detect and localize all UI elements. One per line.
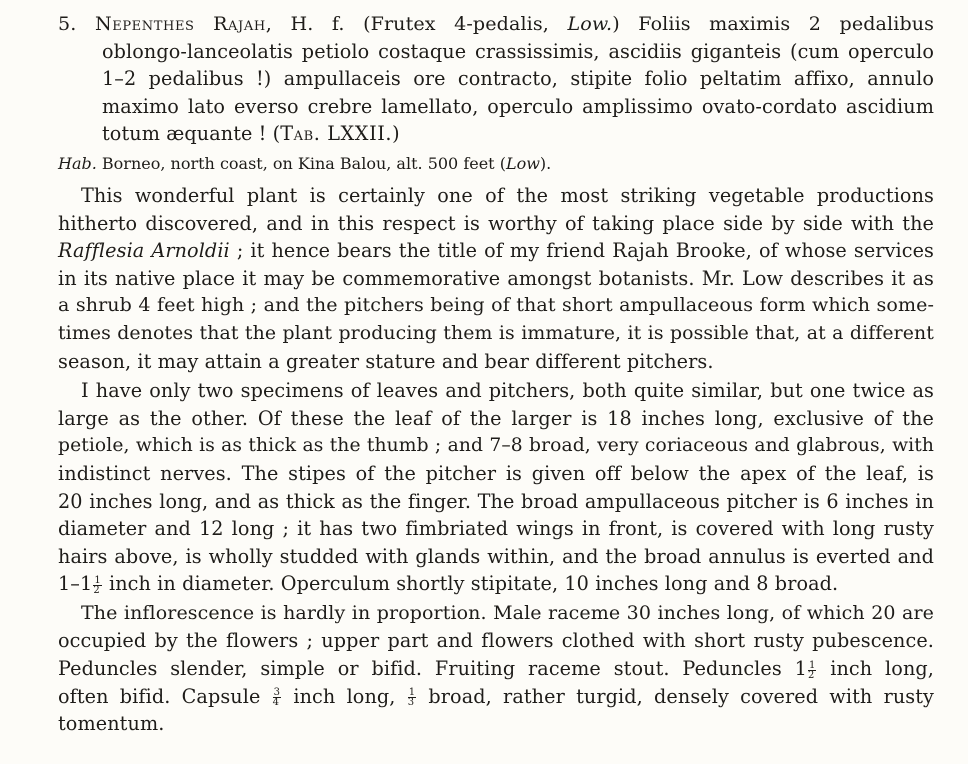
diagnosis-line-5: totum æquante ! (Tab. LXXII.): [102, 122, 400, 146]
species-name: Rajah: [213, 12, 266, 35]
paragraph-line: petiole, which is as thick as the thumb ; and 7–8 broad, very coriaceous and glabrous, with: [58, 435, 934, 457]
paragraph-line: hairs above, is wholly studded with glands within, and the broad annulus is everted and: [58, 544, 934, 568]
fraction: $\frac{1}{2}$: [93, 574, 101, 596]
paragraph-line: diameter and 12 long ; it has two fimbriated wings in front, is covered with long rusty: [58, 517, 934, 541]
diagnosis-line-3: 1–2 pedalibus !) ampullaceis ore contracto, stipite folio peltatim affixo, annulo: [102, 67, 934, 91]
paragraph-line: season, it may attain a greater stature and bear different pitchers.: [58, 349, 714, 373]
paragraph-line: often bifid. Capsule $\frac{3}{4}$ inch long, $\frac{1}{3}$ broad, rather turgid, densely covered with rusty: [58, 684, 934, 709]
paragraph-line: hitherto discovered, and in this respect is worthy of taking place side by side with the: [58, 211, 934, 235]
paragraph-line: 20 inches long, and as thick as the finger. The broad ampullaceous pitcher is 6 inches in: [58, 489, 934, 513]
paragraph-line: occupied by the flowers ; upper part and flowers clothed with short rusty pubescence.: [58, 629, 934, 653]
paragraph-line: Peduncles slender, simple or bifid. Fruiting raceme stout. Peduncles 1 $\frac{1}{2}$ inch long,: [58, 657, 934, 681]
species-entry: [58, 10, 934, 148]
paragraph-line: tomentum.: [58, 712, 165, 736]
fraction: $\frac{3}{4}$: [272, 687, 281, 709]
paragraph-line: I have only two specimens of leaves and pitchers, both quite similar, but one twice as: [81, 379, 934, 403]
paragraph-line: times denotes that the plant producing them is immature, it is possible that, at a different: [58, 321, 934, 344]
habit-open: (Frutex 4-pedalis,: [363, 12, 549, 35]
paragraph-line: This wonderful plant is certainly one of the most striking vegetable productions: [81, 183, 934, 207]
paragraph-line: in its native place it may be commemorative amongst botanists. Mr. Low describes it as: [58, 266, 934, 290]
fraction: $\frac{1}{2}$: [807, 659, 816, 681]
genus-name: Nepenthes: [94, 12, 195, 35]
paragraph-line: a shrub 4 feet high ; and the pitchers being of that short ampullaceous form which some-: [58, 294, 934, 317]
paragraph-line: 1–1 $\frac{1}{2}$ inch in diameter. Operculum shortly stipitate, 10 inches long and 8 broad.: [58, 572, 839, 596]
fraction: $\frac{1}{3}$: [407, 687, 416, 709]
diagnosis-line-2: oblongo-lanceolatis petiolo costaque crassissimis, ascidiis giganteis (cum operculo: [102, 39, 934, 63]
plate-reference: Tab. LXXII.: [280, 122, 393, 146]
paragraph-inflorescence: [58, 600, 934, 738]
authority: H. f.: [290, 12, 345, 35]
taxon-italic: Rafflesia Arnoldii: [58, 239, 230, 263]
entry-heading-line: 5. Nepenthes Rajah, H. f. (Frutex 4-pedalis, Low.) Foliis maximis 2 pedalibus: [58, 12, 935, 35]
habitat-line: Hab. Borneo, north coast, on Kina Balou, alt. 500 feet (Low).: [58, 153, 552, 173]
paragraph-line: The inflorescence is hardly in proportion. Male raceme 30 inches long, of which 20 are: [81, 601, 934, 624]
diagnosis-line-4: maximo lato everso crebre lamellato, operculo amplissimo ovato-cordato ascidium: [102, 94, 934, 118]
paragraph-specimens: [58, 377, 934, 598]
habitat-label: Hab.: [58, 153, 97, 173]
habitat-text: Borneo, north coast, on Kina Balou, alt. 500 feet (: [96, 153, 506, 173]
habitat-collector: Low: [505, 153, 540, 173]
habit-collector: Low.: [567, 12, 613, 35]
entry-number: 5.: [58, 12, 77, 35]
paragraph-line: indistinct nerves. The stipes of the pitcher is given off below the apex of the leaf, is: [58, 461, 934, 485]
paragraph-line: Rafflesia Arnoldii ; it hence bears the title of my friend Rajah Brooke, of whose services: [58, 239, 934, 263]
paragraph-line: large as the other. Of these the leaf of the larger is 18 inches long, exclusive of the: [58, 406, 934, 430]
diagnosis-line-1: Foliis maximis 2 pedalibus: [638, 12, 935, 35]
paragraph-description: [58, 182, 934, 375]
